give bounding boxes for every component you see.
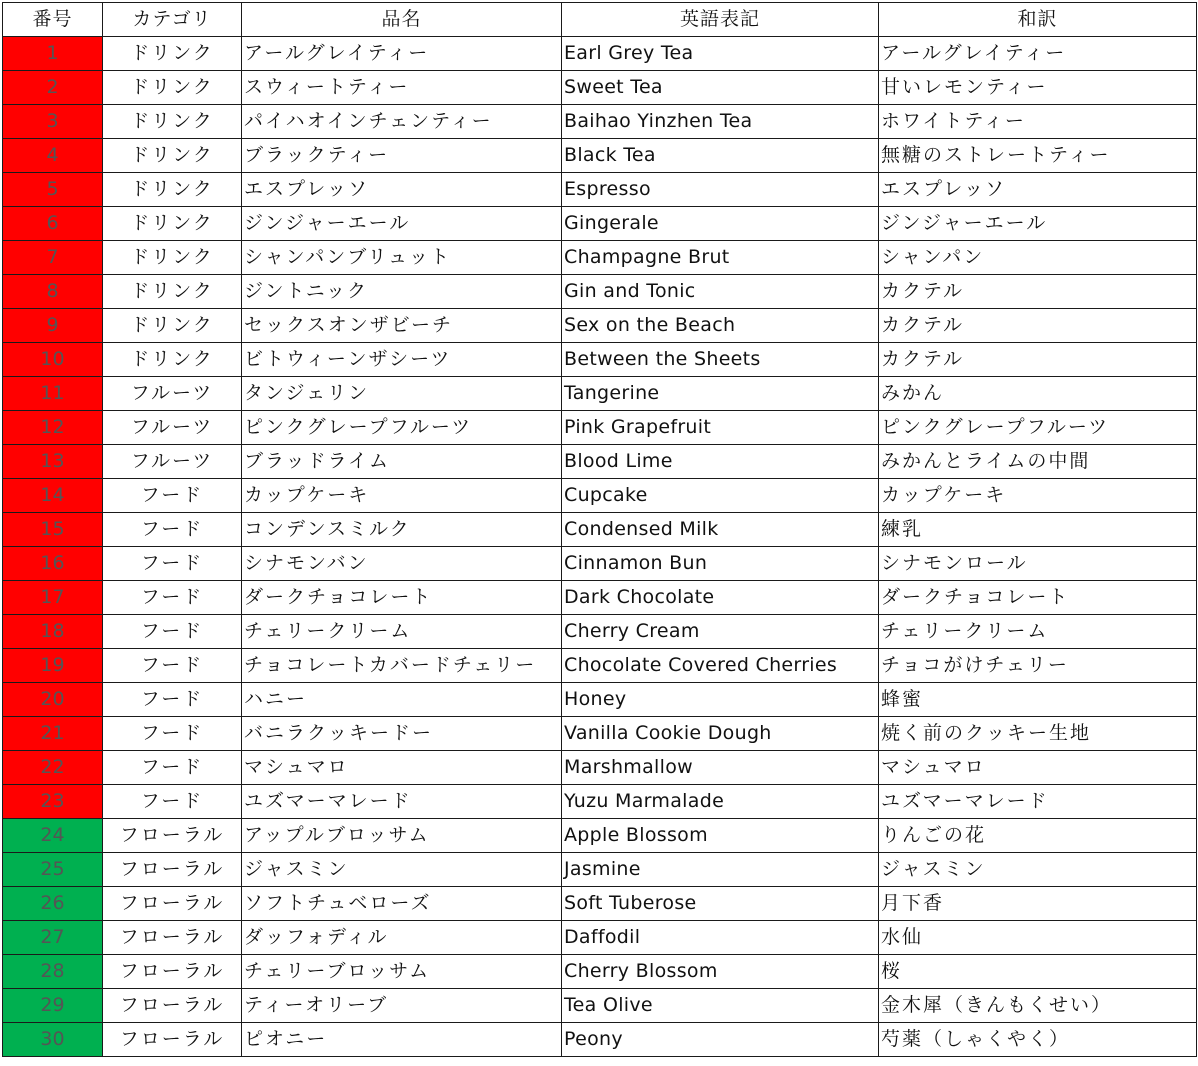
table-row [3,955,1197,989]
translation-cell: 月下香 [879,887,1197,921]
product-name-cell: チョコレートカバードチェリー [242,649,562,683]
product-name-cell: ソフトチュベローズ [242,887,562,921]
translation-cell: エスプレッソ [879,173,1197,207]
product-name-cell: ブラッドライム [242,445,562,479]
translation-cell: 無糖のストレートティー [879,139,1197,173]
product-name-cell: ユズマーマレード [242,785,562,819]
english-name-cell: Tea Olive [562,989,879,1023]
category-cell: ドリンク [103,139,242,173]
number-cell: 2 [3,71,103,105]
product-name-cell: ピオニー [242,1023,562,1057]
number-cell: 30 [3,1023,103,1057]
english-name-cell: Cinnamon Bun [562,547,879,581]
table-row [3,411,1197,445]
english-name-cell: Black Tea [562,139,879,173]
english-name-cell: Honey [562,683,879,717]
translation-cell: カップケーキ [879,479,1197,513]
english-name-cell: Soft Tuberose [562,887,879,921]
translation-cell: 金木犀（きんもくせい） [879,989,1197,1023]
number-cell: 21 [3,717,103,751]
translation-cell: 甘いレモンティー [879,71,1197,105]
number-cell: 17 [3,581,103,615]
english-name-cell: Apple Blossom [562,819,879,853]
table-row [3,445,1197,479]
english-name-cell: Condensed Milk [562,513,879,547]
translation-cell: ジンジャーエール [879,207,1197,241]
english-name-cell: Champagne Brut [562,241,879,275]
category-cell: フード [103,581,242,615]
table-row [3,139,1197,173]
english-name-cell: Tangerine [562,377,879,411]
number-cell: 4 [3,139,103,173]
number-cell: 1 [3,37,103,71]
table-row [3,649,1197,683]
product-name-cell: ハニー [242,683,562,717]
number-cell: 20 [3,683,103,717]
table-row [3,513,1197,547]
table-row [3,581,1197,615]
translation-cell: ホワイトティー [879,105,1197,139]
category-cell: ドリンク [103,207,242,241]
category-cell: フローラル [103,1023,242,1057]
header-product: 品名 [242,3,562,37]
number-cell: 26 [3,887,103,921]
english-name-cell: Cupcake [562,479,879,513]
translation-cell: アールグレイティー [879,37,1197,71]
translation-cell: カクテル [879,343,1197,377]
category-cell: フローラル [103,853,242,887]
english-name-cell: Sweet Tea [562,71,879,105]
english-name-cell: Gin and Tonic [562,275,879,309]
table-row [3,819,1197,853]
translation-cell: カクテル [879,275,1197,309]
category-cell: フード [103,785,242,819]
product-name-cell: ジントニック [242,275,562,309]
number-cell: 3 [3,105,103,139]
product-name-cell: ビトウィーンザシーツ [242,343,562,377]
english-name-cell: Between the Sheets [562,343,879,377]
header-translation: 和訳 [879,3,1197,37]
number-cell: 25 [3,853,103,887]
english-name-cell: Yuzu Marmalade [562,785,879,819]
number-cell: 27 [3,921,103,955]
translation-cell: 水仙 [879,921,1197,955]
category-cell: フード [103,683,242,717]
english-name-cell: Baihao Yinzhen Tea [562,105,879,139]
english-name-cell: Daffodil [562,921,879,955]
table-body [3,37,1197,1057]
number-cell: 6 [3,207,103,241]
number-cell: 24 [3,819,103,853]
english-name-cell: Peony [562,1023,879,1057]
table-row [3,37,1197,71]
table-row [3,547,1197,581]
table-row [3,479,1197,513]
table-row [3,853,1197,887]
category-cell: ドリンク [103,241,242,275]
table-row [3,683,1197,717]
translation-cell: マシュマロ [879,751,1197,785]
category-cell: フローラル [103,921,242,955]
product-name-cell: ジャスミン [242,853,562,887]
category-cell: ドリンク [103,105,242,139]
translation-cell: 芍薬（しゃくやく） [879,1023,1197,1057]
product-name-cell: シャンパンブリュット [242,241,562,275]
translation-cell: チョコがけチェリー [879,649,1197,683]
product-name-cell: マシュマロ [242,751,562,785]
product-name-cell: ブラックティー [242,139,562,173]
english-name-cell: Sex on the Beach [562,309,879,343]
table-row [3,241,1197,275]
english-name-cell: Gingerale [562,207,879,241]
number-cell: 7 [3,241,103,275]
number-cell: 18 [3,615,103,649]
table-row [3,717,1197,751]
category-cell: フルーツ [103,377,242,411]
category-cell: フード [103,513,242,547]
category-cell: フード [103,751,242,785]
translation-cell: チェリークリーム [879,615,1197,649]
table-row [3,751,1197,785]
category-cell: フローラル [103,887,242,921]
translation-cell: ユズマーマレード [879,785,1197,819]
number-cell: 10 [3,343,103,377]
table-row [3,275,1197,309]
product-name-cell: アールグレイティー [242,37,562,71]
number-cell: 13 [3,445,103,479]
product-name-cell: チェリーブロッサム [242,955,562,989]
number-cell: 9 [3,309,103,343]
english-name-cell: Cherry Cream [562,615,879,649]
english-name-cell: Pink Grapefruit [562,411,879,445]
table-row [3,1023,1197,1057]
translation-cell: シャンパン [879,241,1197,275]
category-cell: フード [103,649,242,683]
english-name-cell: Dark Chocolate [562,581,879,615]
category-cell: フード [103,547,242,581]
english-name-cell: Vanilla Cookie Dough [562,717,879,751]
number-cell: 22 [3,751,103,785]
translation-cell: ダークチョコレート [879,581,1197,615]
number-cell: 8 [3,275,103,309]
product-name-cell: チェリークリーム [242,615,562,649]
number-cell: 11 [3,377,103,411]
product-name-cell: ダッフォディル [242,921,562,955]
product-name-cell: アップルブロッサム [242,819,562,853]
english-name-cell: Chocolate Covered Cherries [562,649,879,683]
translation-cell: 蜂蜜 [879,683,1197,717]
table-row [3,309,1197,343]
product-name-cell: ダークチョコレート [242,581,562,615]
product-name-cell: タンジェリン [242,377,562,411]
number-cell: 16 [3,547,103,581]
product-name-cell: セックスオンザビーチ [242,309,562,343]
translation-cell: みかんとライムの中間 [879,445,1197,479]
number-cell: 29 [3,989,103,1023]
category-cell: フローラル [103,989,242,1023]
number-cell: 28 [3,955,103,989]
number-cell: 23 [3,785,103,819]
table-row [3,207,1197,241]
category-cell: フード [103,717,242,751]
english-name-cell: Espresso [562,173,879,207]
translation-cell: 焼く前のクッキー生地 [879,717,1197,751]
english-name-cell: Jasmine [562,853,879,887]
table-row [3,615,1197,649]
product-name-cell: バニラクッキードー [242,717,562,751]
english-name-cell: Earl Grey Tea [562,37,879,71]
translation-cell: みかん [879,377,1197,411]
category-cell: フローラル [103,819,242,853]
product-name-cell: コンデンスミルク [242,513,562,547]
table-row [3,989,1197,1023]
number-cell: 15 [3,513,103,547]
product-name-cell: エスプレッソ [242,173,562,207]
product-name-cell: パイハオインチェンティー [242,105,562,139]
product-name-cell: ティーオリーブ [242,989,562,1023]
translation-cell: ピンクグレープフルーツ [879,411,1197,445]
category-cell: ドリンク [103,309,242,343]
english-name-cell: Blood Lime [562,445,879,479]
translation-cell: 練乳 [879,513,1197,547]
number-cell: 5 [3,173,103,207]
category-cell: ドリンク [103,71,242,105]
table-row [3,377,1197,411]
product-name-cell: カップケーキ [242,479,562,513]
translation-cell: りんごの花 [879,819,1197,853]
category-cell: フルーツ [103,445,242,479]
category-cell: ドリンク [103,37,242,71]
product-name-cell: スウィートティー [242,71,562,105]
table-row [3,343,1197,377]
category-cell: フルーツ [103,411,242,445]
table-row [3,887,1197,921]
header-number: 番号 [3,3,103,37]
category-cell: フード [103,615,242,649]
number-cell: 12 [3,411,103,445]
table-row [3,71,1197,105]
header-category: カテゴリ [103,3,242,37]
table-row [3,921,1197,955]
header-english: 英語表記 [562,3,879,37]
table-row [3,785,1197,819]
product-name-cell: ピンクグレープフルーツ [242,411,562,445]
number-cell: 14 [3,479,103,513]
translation-cell: カクテル [879,309,1197,343]
category-cell: ドリンク [103,275,242,309]
category-cell: ドリンク [103,173,242,207]
number-cell: 19 [3,649,103,683]
category-cell: フード [103,479,242,513]
category-cell: ドリンク [103,343,242,377]
table-row [3,173,1197,207]
translation-cell: ジャスミン [879,853,1197,887]
english-name-cell: Marshmallow [562,751,879,785]
product-name-cell: シナモンバン [242,547,562,581]
category-cell: フローラル [103,955,242,989]
product-name-cell: ジンジャーエール [242,207,562,241]
table-row [3,105,1197,139]
scent-table [2,2,1197,1057]
english-name-cell: Cherry Blossom [562,955,879,989]
translation-cell: 桜 [879,955,1197,989]
translation-cell: シナモンロール [879,547,1197,581]
header-row [3,3,1197,37]
